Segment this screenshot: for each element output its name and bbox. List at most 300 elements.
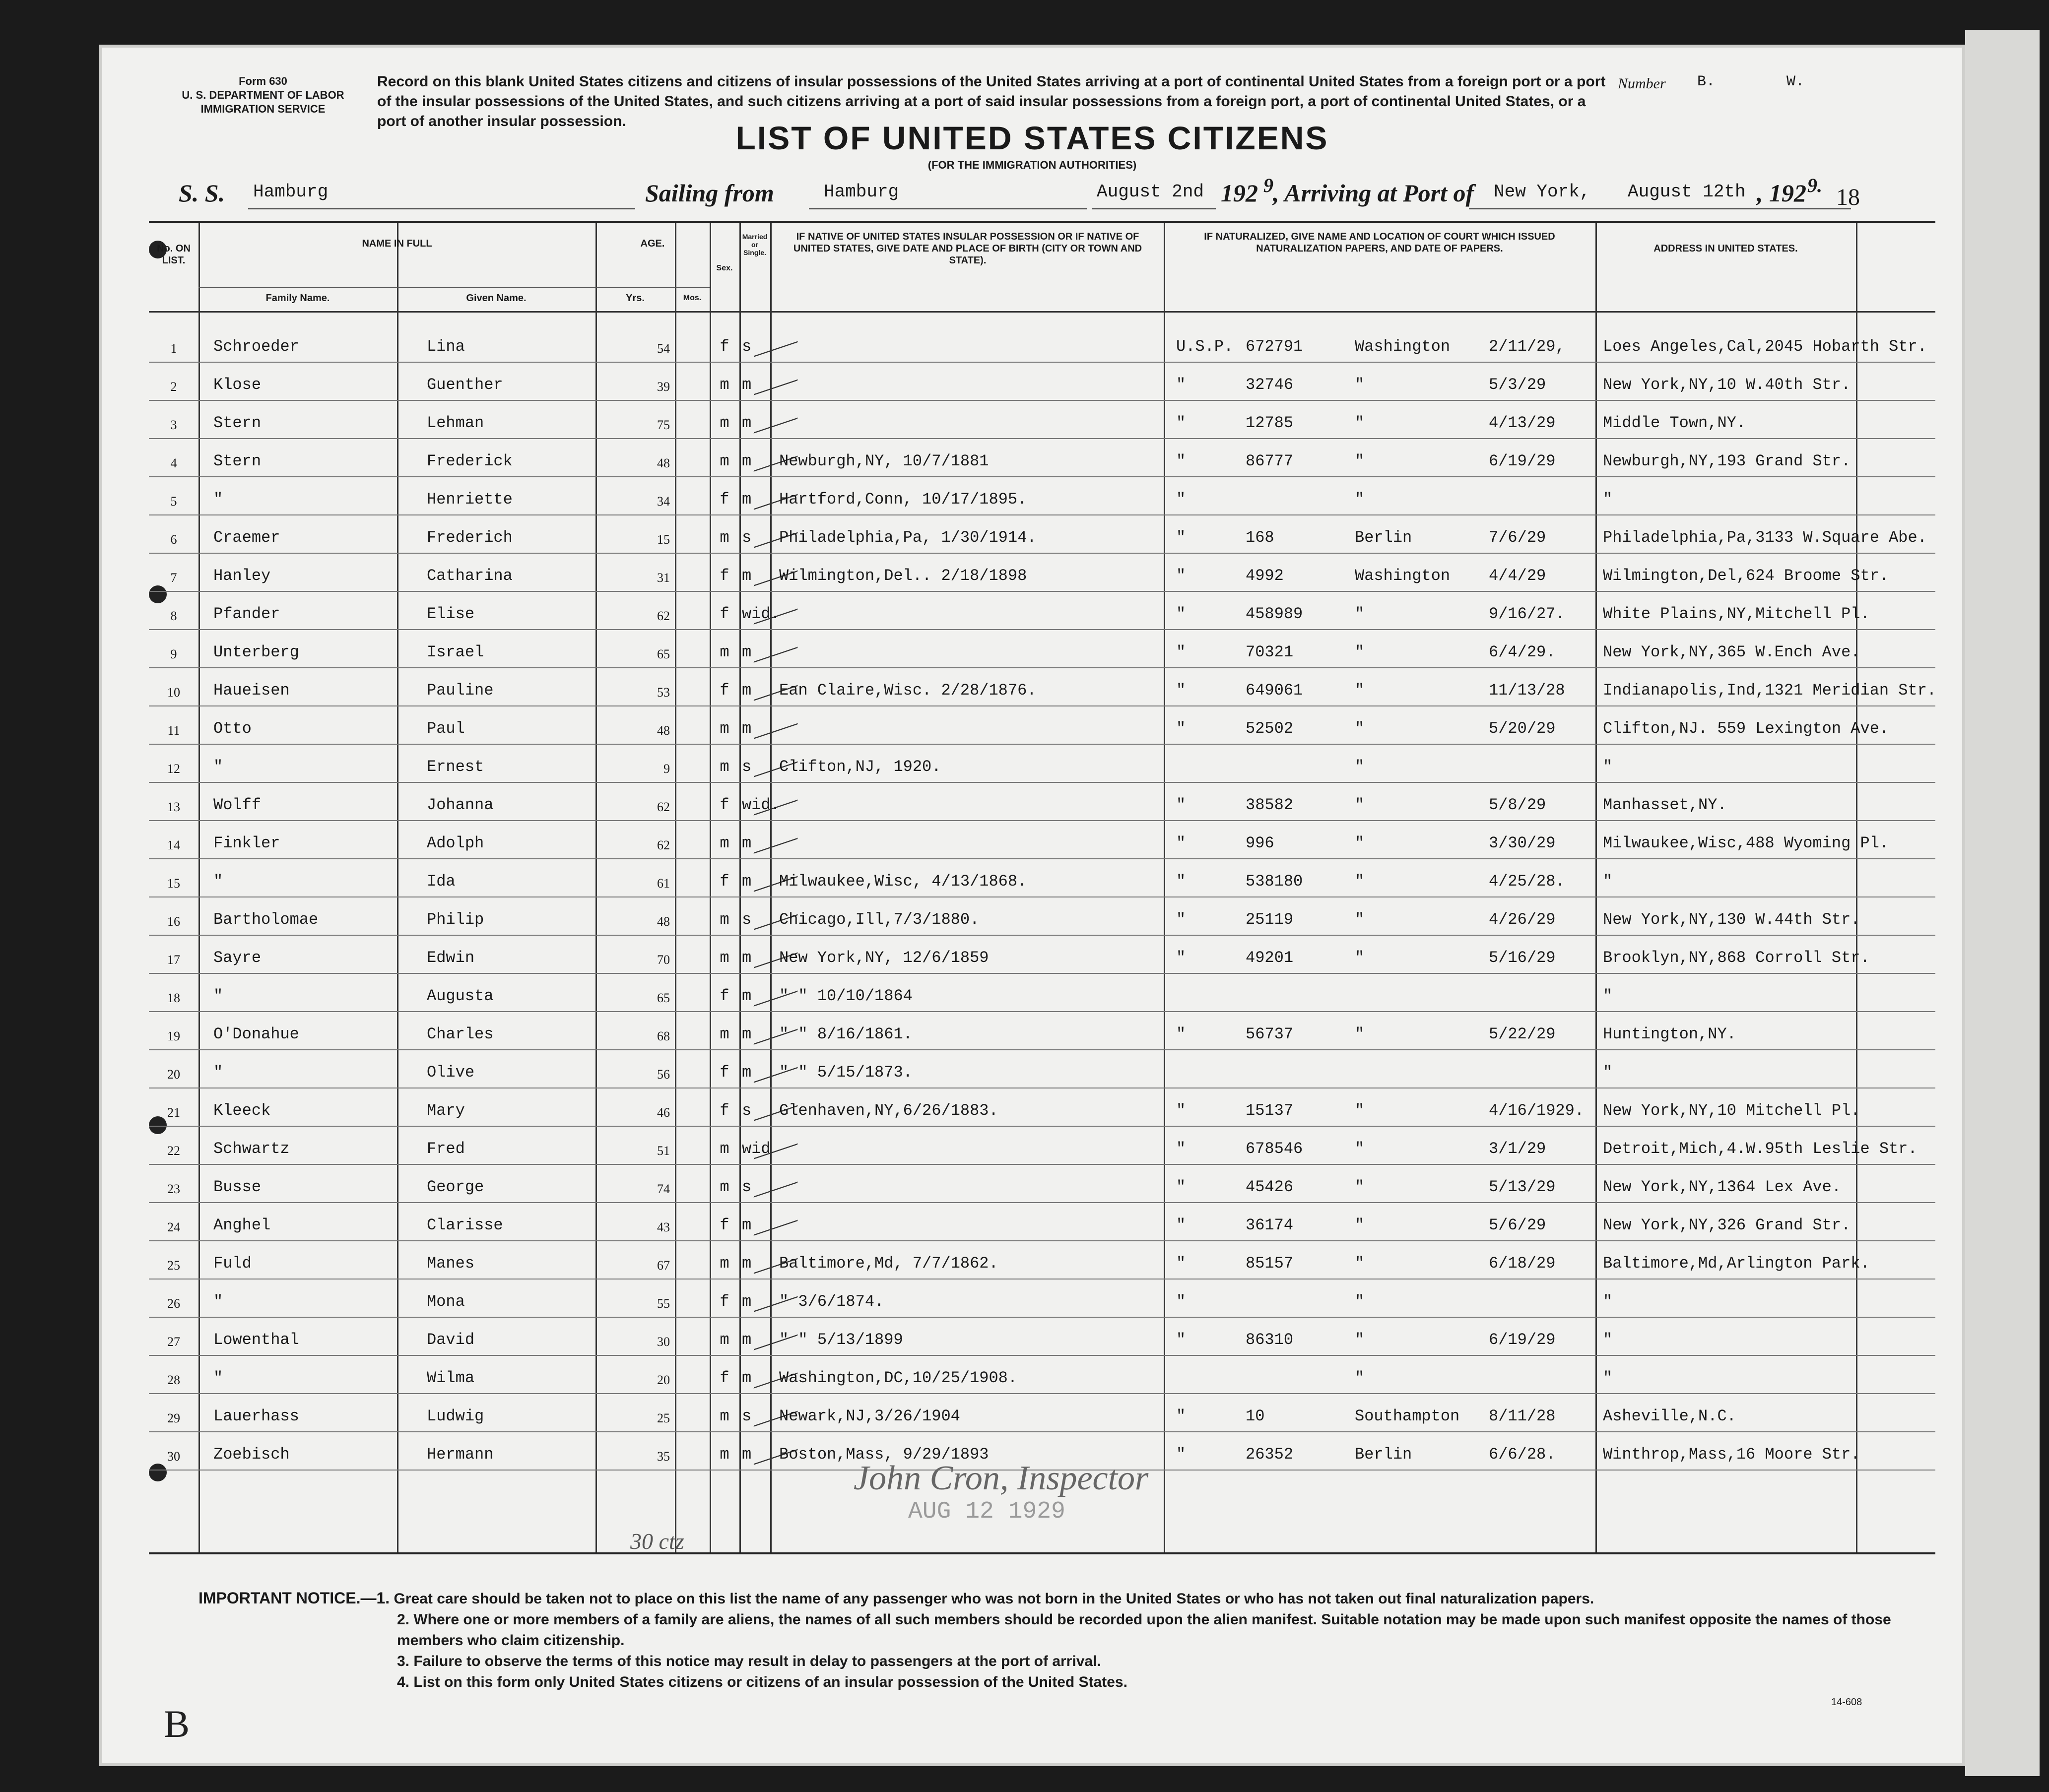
passenger-table (149, 221, 1935, 1554)
sex: f (720, 1292, 729, 1311)
naturalization-prefix: " (1176, 872, 1186, 891)
sex: f (720, 605, 729, 623)
family-name: " (213, 1063, 223, 1082)
table-row (149, 401, 1935, 438)
given-name: Mona (427, 1292, 465, 1311)
given-name: Guenther (427, 376, 503, 394)
us-address: Philadelphia,Pa,3133 W.Square Abe. (1603, 528, 1927, 547)
form-preamble: Record on this blank United States citizens and citizens of insular possessions of the United States arriving at a port of continental United States from a foreign port or a port of the insular possessions of the United States, and such citizens arriving at a port of said insular possessions from a foreign port, a port of continental United States, or a port of another insular possession. (377, 73, 1606, 129)
sex: f (720, 337, 729, 356)
age-years: 9 (663, 762, 670, 776)
marital-status: s (742, 528, 752, 547)
marital-status: m (742, 1331, 752, 1349)
given-name: Charles (427, 1025, 494, 1043)
marital-status: s (742, 910, 752, 929)
marital-status: m (742, 414, 752, 432)
header-married-single: Married or Single. (742, 233, 768, 256)
family-name: Sayre (213, 949, 262, 967)
naturalization-prefix: " (1176, 643, 1186, 661)
sex: m (720, 528, 729, 547)
naturalization-prefix: " (1176, 528, 1186, 547)
marital-status: m (742, 643, 752, 661)
naturalization-number: 649061 (1246, 681, 1303, 700)
family-name: " (213, 758, 223, 776)
table-row (149, 1356, 1935, 1393)
row-number: 28 (167, 1373, 180, 1387)
family-name: Hanley (213, 567, 271, 585)
naturalization-court: " (1355, 490, 1365, 509)
naturalization-date: 8/11/28 (1489, 1407, 1556, 1425)
naturalization-date: 6/19/29 (1489, 452, 1556, 470)
form-identifier (159, 74, 367, 116)
naturalization-date: 5/13/29 (1489, 1178, 1556, 1196)
table-row (149, 1318, 1935, 1354)
us-address: New York,NY,10 Mitchell Pl. (1603, 1101, 1860, 1120)
age-years: 51 (657, 1144, 670, 1158)
table-row (149, 1050, 1935, 1087)
row-number: 20 (167, 1067, 180, 1082)
notice-item-2: 2. Where one or more members of a family are aliens, the names of all such members should be recorded upon the alien manifest. Suitable notation may be made upon such manifest opposite the names of those members who claim citizenship. (397, 1611, 1891, 1649)
naturalization-number: 15137 (1246, 1101, 1294, 1120)
age-years: 75 (657, 418, 670, 432)
naturalization-court: " (1355, 1216, 1365, 1234)
year-digit-2: 9. (1807, 174, 1822, 196)
us-address: New York,NY,1364 Lex Ave. (1603, 1178, 1842, 1196)
sex: f (720, 872, 729, 891)
row-number: 30 (167, 1449, 180, 1464)
us-address: Baltimore,Md,Arlington Park. (1603, 1254, 1870, 1273)
header-sex: Sex. (716, 264, 733, 272)
naturalization-prefix: " (1176, 605, 1186, 623)
naturalization-prefix: " (1176, 1331, 1186, 1349)
birth-place-date: Milwaukee,Wisc, 4/13/1868. (779, 872, 1027, 891)
age-years: 31 (657, 571, 670, 585)
marital-status: wid. (742, 605, 780, 623)
age-years: 62 (657, 609, 670, 623)
us-address: " (1603, 1331, 1613, 1349)
given-name: Ida (427, 872, 456, 891)
given-name: Olive (427, 1063, 475, 1082)
naturalization-prefix: " (1176, 452, 1186, 470)
naturalization-number: 86310 (1246, 1331, 1294, 1349)
naturalization-court: " (1355, 949, 1365, 967)
naturalization-court: " (1355, 796, 1365, 814)
row-number: 12 (167, 762, 180, 776)
age-years: 48 (657, 914, 670, 929)
table-row (149, 974, 1935, 1011)
naturalization-prefix: " (1176, 1025, 1186, 1043)
naturalization-number: 672791 (1246, 337, 1303, 356)
marital-status: s (742, 337, 752, 356)
marital-status: m (742, 987, 752, 1005)
naturalization-date: 4/13/29 (1489, 414, 1556, 432)
marital-status: m (742, 452, 752, 470)
age-years: 39 (657, 380, 670, 394)
naturalization-date: 6/18/29 (1489, 1254, 1556, 1273)
naturalization-prefix: " (1176, 1407, 1186, 1425)
naturalization-prefix: " (1176, 1101, 1186, 1120)
notice-item-1: Great care should be taken not to place on this list the name of any passenger who was not born in the United States or who has not taken out final naturalization papers. (394, 1591, 1594, 1607)
family-name: Lowenthal (213, 1331, 299, 1349)
us-address: " (1603, 1369, 1613, 1387)
age-years: 25 (657, 1411, 670, 1425)
naturalization-court: " (1355, 605, 1365, 623)
table-row (149, 1394, 1935, 1431)
row-number: 16 (167, 914, 180, 929)
age-years: 54 (657, 341, 670, 356)
age-years: 62 (657, 838, 670, 852)
family-name: Stern (213, 452, 262, 470)
naturalization-date: 5/8/29 (1489, 796, 1546, 814)
birth-place-date: Newburgh,NY, 10/7/1881 (779, 452, 989, 470)
header-family-name: Family Name. (265, 293, 330, 304)
naturalization-prefix: " (1176, 719, 1186, 738)
page-title: LIST OF UNITED STATES CITIZENS (735, 120, 1329, 156)
given-name: Fred (427, 1140, 465, 1158)
family-name: Otto (213, 719, 252, 738)
us-address: Manhasset,NY. (1603, 796, 1727, 814)
us-address: Wilmington,Del,624 Broome Str. (1603, 567, 1889, 585)
age-years: 68 (657, 1029, 670, 1043)
age-years: 53 (657, 685, 670, 700)
family-name: Busse (213, 1178, 262, 1196)
sex: m (720, 910, 729, 929)
age-years: 67 (657, 1258, 670, 1273)
row-number: 17 (167, 953, 180, 967)
naturalization-date: 5/3/29 (1489, 376, 1546, 394)
naturalization-prefix: " (1176, 414, 1186, 432)
us-address: Middle Town,NY. (1603, 414, 1746, 432)
row-number: 19 (167, 1029, 180, 1043)
arrival-port: New York, (1494, 182, 1590, 202)
sex: m (720, 414, 729, 432)
birth-place-date: Clifton,NJ, 1920. (779, 758, 941, 776)
row-number: 27 (167, 1335, 180, 1349)
table-row (149, 859, 1935, 896)
marital-status: m (742, 1254, 752, 1273)
notice-item-3: 3. Failure to observe the terms of this notice may result in delay to passengers at the port of arrival. (397, 1653, 1101, 1669)
sex: m (720, 1254, 729, 1273)
naturalization-court: Berlin (1355, 1445, 1412, 1464)
us-address: " (1603, 490, 1613, 509)
naturalization-court: " (1355, 910, 1365, 929)
given-name: Israel (427, 643, 484, 661)
naturalization-date: 4/16/1929. (1489, 1101, 1585, 1120)
age-years: 74 (657, 1182, 670, 1196)
handwritten-count: 30 ctz (630, 1529, 684, 1554)
age-years: 15 (657, 532, 670, 547)
us-address: Detroit,Mich,4.W.95th Leslie Str. (1603, 1140, 1917, 1158)
voyage-line (179, 174, 1965, 218)
row-number: 15 (167, 876, 180, 891)
birth-place-date: Chicago,Ill,7/3/1880. (779, 910, 980, 929)
notice-item-4: 4. List on this form only United States citizens or citizens of an insular possession of the United States. (397, 1674, 1127, 1690)
adjacent-page-edge (1965, 30, 2040, 1776)
marital-status: wid (742, 1140, 771, 1158)
marital-status: m (742, 1369, 752, 1387)
sailing-from: Hamburg (824, 182, 899, 202)
us-address: Huntington,NY. (1603, 1025, 1736, 1043)
naturalization-date: 5/16/29 (1489, 949, 1556, 967)
sex: m (720, 1407, 729, 1425)
naturalization-court: " (1355, 1254, 1365, 1273)
naturalization-court: Washington (1355, 567, 1451, 585)
family-name: Craemer (213, 528, 280, 547)
row-number: 4 (170, 456, 177, 470)
row-number: 1 (170, 341, 177, 356)
table-row (149, 363, 1935, 399)
header-months: Mos. (683, 294, 702, 302)
marital-status: m (742, 567, 752, 585)
inspector-signature: John Cron, Inspector (854, 1459, 1149, 1497)
naturalization-number: 538180 (1246, 872, 1303, 891)
age-years: 70 (657, 953, 670, 967)
family-name: Schroeder (213, 337, 299, 356)
naturalization-court: " (1355, 872, 1365, 891)
birth-place-date: " " 5/13/1899 (779, 1331, 903, 1349)
age-years: 65 (657, 647, 670, 661)
given-name: Ludwig (427, 1407, 484, 1425)
naturalization-prefix: U.S.P. (1176, 337, 1234, 356)
naturalization-date: 5/6/29 (1489, 1216, 1546, 1234)
us-address: Asheville,N.C. (1603, 1407, 1736, 1425)
naturalization-court: " (1355, 758, 1365, 776)
year-prefix-2: , 192 (1757, 179, 1806, 207)
birth-place-date: Philadelphia,Pa, 1/30/1914. (779, 528, 1037, 547)
given-name: Lehman (427, 414, 484, 432)
naturalization-court: " (1355, 834, 1365, 852)
naturalization-date: 3/1/29 (1489, 1140, 1546, 1158)
naturalization-prefix: " (1176, 796, 1186, 814)
us-address: New York,NY,130 W.44th Str. (1603, 910, 1860, 929)
marital-status: m (742, 1216, 752, 1234)
row-number: 11 (167, 723, 180, 738)
given-name: Pauline (427, 681, 494, 700)
age-years: 56 (657, 1067, 670, 1082)
birth-place-date: Wilmington,Del.. 2/18/1898 (779, 567, 1027, 585)
family-name: " (213, 1369, 223, 1387)
sex: f (720, 681, 729, 700)
table-row (149, 515, 1935, 552)
us-address: Indianapolis,Ind,1321 Meridian Str. (1603, 681, 1937, 700)
page-subtitle: (FOR THE IMMIGRATION AUTHORITIES) (927, 159, 1137, 171)
us-address: Loes Angeles,Cal,2045 Hobarth Str. (1603, 337, 1927, 356)
age-years: 34 (657, 494, 670, 509)
sex: f (720, 567, 729, 585)
sex: m (720, 1178, 729, 1196)
naturalization-court: " (1355, 1140, 1365, 1158)
naturalization-court: " (1355, 1292, 1365, 1311)
us-address: Brooklyn,NY,868 Corroll Str. (1603, 949, 1870, 967)
sex: m (720, 452, 729, 470)
table-row (149, 1165, 1935, 1202)
naturalization-number: 678546 (1246, 1140, 1303, 1158)
naturalization-date: 3/30/29 (1489, 834, 1556, 852)
us-address: Newburgh,NY,193 Grand Str. (1603, 452, 1851, 470)
birth-place-date: Newark,NJ,3/26/1904 (779, 1407, 960, 1425)
table-row (149, 439, 1935, 476)
family-name: Schwartz (213, 1140, 290, 1158)
sailing-date: August 2nd (1097, 182, 1204, 202)
table-row (149, 1203, 1935, 1240)
naturalization-number: 45426 (1246, 1178, 1294, 1196)
row-number: 25 (167, 1258, 180, 1273)
given-name: Elise (427, 605, 475, 623)
naturalization-court: Washington (1355, 337, 1451, 356)
family-name: Zoebisch (213, 1445, 290, 1464)
naturalization-number: 49201 (1246, 949, 1294, 967)
family-name: " (213, 490, 223, 509)
naturalization-prefix: " (1176, 681, 1186, 700)
naturalization-prefix: " (1176, 1216, 1186, 1234)
family-name: " (213, 872, 223, 891)
given-name: Wilma (427, 1369, 475, 1387)
given-name: David (427, 1331, 475, 1349)
naturalization-prefix: " (1176, 490, 1186, 509)
row-number: 7 (170, 571, 177, 585)
sex: m (720, 1025, 729, 1043)
header-given-name: Given Name. (466, 293, 527, 304)
sailing-label: Sailing from (645, 179, 774, 207)
given-name: Frederich (427, 528, 513, 547)
row-number: 24 (167, 1220, 180, 1234)
naturalization-number: 38582 (1246, 796, 1294, 814)
marital-status: m (742, 376, 752, 394)
naturalization-court: Southampton (1355, 1407, 1460, 1425)
naturalization-prefix: " (1176, 949, 1186, 967)
marital-status: wid. (742, 796, 780, 814)
naturalization-number: 10 (1246, 1407, 1265, 1425)
birth-place-date: " " 5/15/1873. (779, 1063, 913, 1082)
birth-place-date: Boston,Mass, 9/29/1893 (779, 1445, 989, 1464)
table-row (149, 821, 1935, 858)
important-notice (198, 1588, 1935, 1693)
us-address: Winthrop,Mass,16 Moore Str. (1603, 1445, 1860, 1464)
sex: f (720, 1101, 729, 1120)
age-years: 30 (657, 1335, 670, 1349)
naturalization-number: 12785 (1246, 414, 1294, 432)
naturalization-court: " (1355, 1369, 1365, 1387)
naturalization-number: 4992 (1246, 567, 1284, 585)
table-row (149, 745, 1935, 781)
age-years: 43 (657, 1220, 670, 1234)
date-stamp: AUG 12 1929 (908, 1498, 1065, 1525)
naturalization-prefix: " (1176, 834, 1186, 852)
us-address: White Plains,NY,Mitchell Pl. (1603, 605, 1870, 623)
family-name: Fuld (213, 1254, 252, 1273)
marital-status: s (742, 1178, 752, 1196)
sex: f (720, 1063, 729, 1082)
sex: m (720, 719, 729, 738)
sex: m (720, 1140, 729, 1158)
naturalization-prefix: " (1176, 1445, 1186, 1464)
given-name: Johanna (427, 796, 494, 814)
year-digit-1: 9 (1263, 174, 1273, 196)
family-name: O'Donahue (213, 1025, 299, 1043)
naturalization-number: 36174 (1246, 1216, 1294, 1234)
naturalization-prefix: " (1176, 1178, 1186, 1196)
naturalization-number: 56737 (1246, 1025, 1294, 1043)
us-address: " (1603, 1063, 1613, 1082)
table-row (149, 706, 1935, 743)
row-number: 13 (167, 800, 180, 814)
birth-place-date: New York,NY, 12/6/1859 (779, 949, 989, 967)
given-name: Paul (427, 719, 465, 738)
notice-lead: IMPORTANT NOTICE.—1. (198, 1589, 390, 1607)
ss-label: S. S. (179, 179, 225, 207)
given-name: Lina (427, 337, 465, 356)
row-number: 5 (170, 494, 177, 509)
row-number: 23 (167, 1182, 180, 1196)
naturalization-court: " (1355, 452, 1365, 470)
us-address: " (1603, 1292, 1613, 1311)
number-label: Number (1618, 75, 1666, 92)
family-name: Pfander (213, 605, 280, 623)
us-address: New York,NY,365 W.Ench Ave. (1603, 643, 1860, 661)
marital-status: s (742, 1407, 752, 1425)
form-number: Form 630 (239, 75, 287, 87)
naturalization-court: " (1355, 1101, 1365, 1120)
marital-status: m (742, 872, 752, 891)
age-years: 62 (657, 800, 670, 814)
naturalization-court: " (1355, 1025, 1365, 1043)
table-row (149, 477, 1935, 514)
birth-place-date: Hartford,Conn, 10/17/1895. (779, 490, 1027, 509)
table-row (149, 897, 1935, 934)
naturalization-number: 996 (1246, 834, 1274, 852)
birth-place-date: Baltimore,Md, 7/7/1862. (779, 1254, 998, 1273)
family-name: Haueisen (213, 681, 290, 700)
age-years: 20 (657, 1373, 670, 1387)
service: IMMIGRATION SERVICE (200, 103, 326, 115)
table-row (149, 630, 1935, 667)
marital-status: m (742, 490, 752, 509)
us-address: New York,NY,10 W.40th Str. (1603, 376, 1851, 394)
table-row (149, 783, 1935, 820)
row-number: 6 (170, 532, 177, 547)
marital-status: m (742, 1292, 752, 1311)
number-w: W. (1786, 73, 1805, 90)
given-name: Hermann (427, 1445, 494, 1464)
naturalization-prefix: " (1176, 1140, 1186, 1158)
naturalization-prefix: " (1176, 567, 1186, 585)
naturalization-court: " (1355, 719, 1365, 738)
sex: m (720, 834, 729, 852)
naturalization-date: 11/13/28 (1489, 681, 1565, 700)
row-number: 8 (170, 609, 177, 623)
table-row (149, 1241, 1935, 1278)
sex: m (720, 758, 729, 776)
sex: m (720, 949, 729, 967)
marital-status: m (742, 1025, 752, 1043)
arriving-label: , Arriving at Port of (1273, 179, 1474, 207)
table-row (149, 1127, 1935, 1163)
sex: f (720, 490, 729, 509)
naturalization-court: " (1355, 681, 1365, 700)
given-name: Adolph (427, 834, 484, 852)
given-name: Edwin (427, 949, 475, 967)
row-number: 10 (167, 685, 180, 700)
naturalization-number: 70321 (1246, 643, 1294, 661)
arrival-date: August 12th (1628, 182, 1746, 202)
marital-status: m (742, 1445, 752, 1464)
given-name: Clarisse (427, 1216, 503, 1234)
marital-status: s (742, 1101, 752, 1120)
page-number: 18 (1836, 184, 1860, 210)
naturalization-court: " (1355, 376, 1365, 394)
family-name: Stern (213, 414, 262, 432)
given-name: Henriette (427, 490, 513, 509)
